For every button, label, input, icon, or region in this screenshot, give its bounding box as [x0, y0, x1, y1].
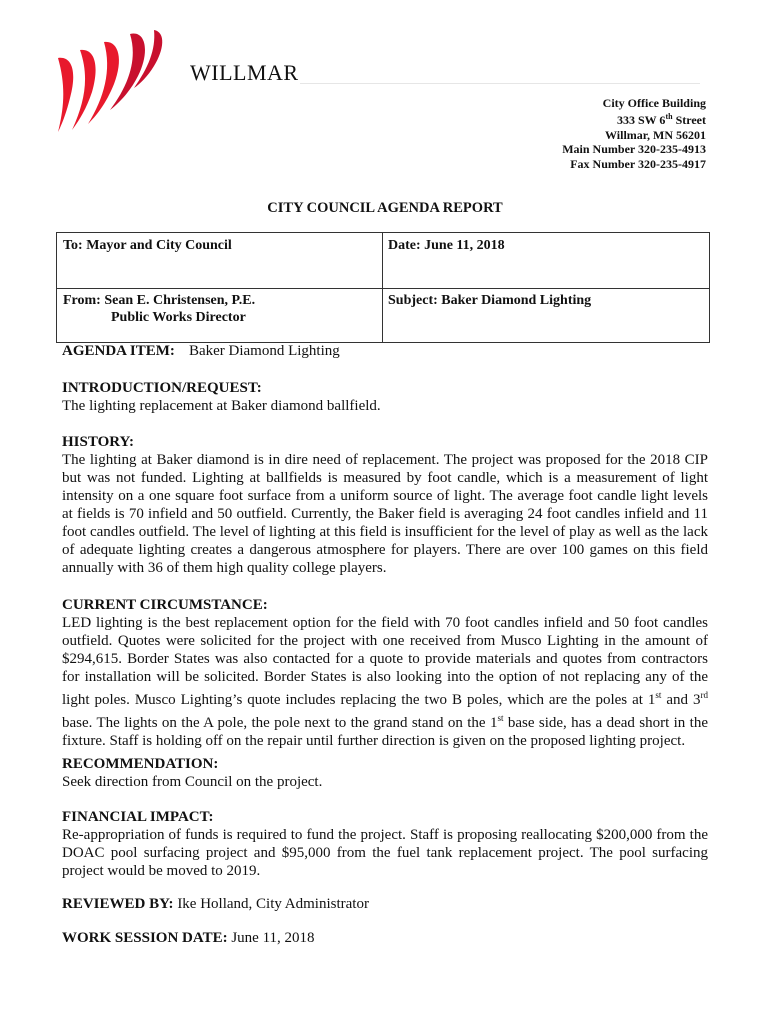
introduction-heading: INTRODUCTION/REQUEST:	[62, 380, 262, 396]
recommendation-heading: RECOMMENDATION:	[62, 756, 219, 772]
work-session-date	[62, 930, 315, 947]
memo-divider-horizontal	[57, 288, 709, 289]
history-heading: HISTORY:	[62, 434, 135, 450]
willmar-logo	[50, 28, 170, 136]
reviewed-by-label: REVIEWED BY:	[62, 896, 174, 912]
memo-table	[56, 232, 710, 343]
header-rule	[300, 83, 700, 84]
financial-impact-body: Re-appropriation of funds is required to fund the project. Staff is proposing reallocating $200,000 from the DOAC pool surfacing project and $95,000 from the fuel tank replacement project. The pool surfacing project would be moved to 2019.	[62, 827, 708, 879]
address-line-fax-number: Fax Number 320-235-4917	[570, 156, 706, 171]
work-session-date-value: June 11, 2018	[231, 930, 315, 946]
reviewed-by-value: Ike Holland, City Administrator	[177, 896, 369, 912]
address-block	[562, 96, 706, 171]
address-line-street: 333 SW 6th Street	[616, 112, 706, 128]
history-body: The lighting at Baker diamond is in dire need of replacement. The project was proposed for the 2018 CIP but was not funded. Lighting at ballfields is measured by foot candle, which is a measurement of light intensity on a one square foot surface from a uniform source of light. The average foot candle light levels at fields is 70 infield and 50 outfield. Currently, the Baker field is averaging 24 foot candles infield and 11 foot candles outfield. The level of lighting at this field is insufficient for the level of play as well as the lack of adequate lighting creates a dangerous atmosphere for players. There are over 100 games on this field annually with 36 of them high quality college players.	[62, 452, 708, 576]
work-session-date-label: WORK SESSION DATE:	[62, 930, 228, 946]
report-title: CITY COUNCIL AGENDA REPORT	[267, 200, 503, 216]
agenda-item-value: Baker Diamond Lighting	[188, 343, 340, 359]
agenda-item-label: AGENDA ITEM:	[62, 343, 175, 359]
memo-subject: Subject: Baker Diamond Lighting	[388, 293, 592, 308]
memo-date: Date: June 11, 2018	[388, 238, 505, 253]
org-name: WILLMAR	[190, 60, 299, 85]
address-line-city: Willmar, MN 56201	[605, 127, 706, 142]
section-financial-impact	[62, 808, 708, 880]
section-introduction	[62, 379, 708, 415]
reviewed-by	[62, 896, 369, 913]
memo-from: From: Sean E. Christensen, P.E.	[63, 293, 256, 308]
logo-stripe-1	[58, 58, 73, 132]
current-circumstance-body: LED lighting is the best replacement option for the field with 70 foot candles infield and 50 foot candles outfield. Quotes were solicited for the project with one received from Musco Lighting in the amount of $294,615. Border States was also contacted for a quote to provide materials and quotes from contractors for installation will be solicited. Border States is also looking into the option of not replacing any of the light poles. Musco Lighting’s quote includes replacing the two B poles, which are the poles at 1st and 3rd base. The lights on the A pole, the pole next to the grand stand on the 1st base side, has a dead short in the fixture. Staff is holding off on the repair until further direction is given on the proposed lighting project.	[62, 615, 709, 749]
agenda-item	[62, 343, 340, 360]
memo-from-title: Public Works Director	[111, 310, 246, 325]
recommendation-body: Seek direction from Council on the project.	[62, 774, 323, 790]
address-line-main-number: Main Number 320-235-4913	[562, 142, 706, 157]
current-circumstance-heading: CURRENT CIRCUMSTANCE:	[62, 597, 268, 613]
address-line-building: City Office Building	[602, 96, 706, 110]
section-history	[62, 433, 708, 577]
introduction-body: The lighting replacement at Baker diamond ballfield.	[62, 398, 381, 414]
section-current-circumstance	[62, 596, 708, 750]
financial-impact-heading: FINANCIAL IMPACT:	[62, 809, 214, 825]
section-recommendation	[62, 755, 708, 791]
memo-to: To: Mayor and City Council	[63, 238, 232, 253]
